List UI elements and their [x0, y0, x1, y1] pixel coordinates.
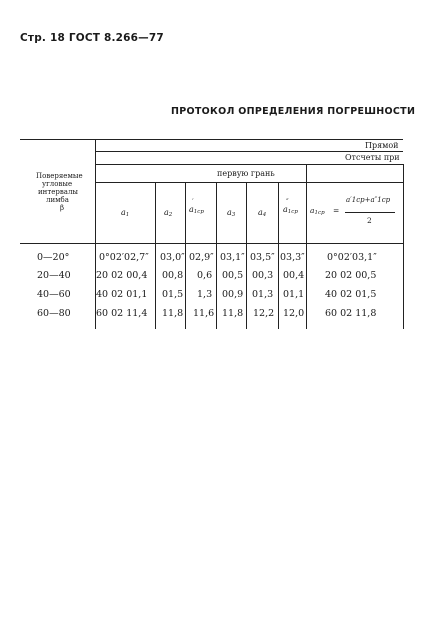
cell-a2: 03,0″ — [160, 252, 185, 263]
cell-a1cp-mean: 0°02′03,1″ — [327, 252, 377, 263]
header-first-face: первую грань — [217, 169, 275, 178]
cell-interval: 40—60 — [37, 289, 71, 300]
cell-a1cp-double-prime: 00,4 — [283, 270, 305, 281]
cell-a1cp-prime: 0,6 — [197, 270, 213, 281]
col-divider-2 — [185, 182, 186, 329]
col-header-a4: a4 — [258, 208, 267, 218]
formula-lhs: a1ср — [310, 206, 325, 216]
cell-a2: 11,8 — [162, 308, 184, 319]
cell-interval: 20—40 — [37, 270, 71, 281]
angle-header-line-5: β — [60, 204, 65, 212]
angle-header-line-1: Поверяемые — [36, 172, 83, 180]
cell-a4: 12,2 — [253, 308, 275, 319]
col-divider-1 — [155, 182, 156, 329]
cell-a3: 11,8 — [222, 308, 244, 319]
col-header-a1cp-prime: a1ср ′ — [189, 198, 204, 215]
cell-a1cp-double-prime: 12,0 — [283, 308, 305, 319]
cell-a1cp-prime: 11,6 — [193, 308, 215, 319]
col-header-a3: a3 — [227, 208, 236, 218]
cell-a3: 00,5 — [222, 270, 244, 281]
angle-header-line-3: интервалы — [38, 188, 78, 196]
cell-a1: 0°02′02,7″ — [99, 252, 149, 263]
cell-a1cp-mean: 60 02 11,8 — [325, 308, 377, 319]
cell-a4: 00,3 — [252, 270, 274, 281]
header-readings: Отсчеты при — [345, 153, 400, 162]
cell-a1cp-mean: 20 02 00,5 — [325, 270, 377, 281]
formula-equals: = — [333, 206, 340, 215]
cell-a1cp-double-prime: 01,1 — [283, 289, 305, 300]
cell-a1: 60 02 11,4 — [96, 308, 148, 319]
cell-a1: 20 02 00,4 — [96, 270, 148, 281]
cell-a4: 03,5″ — [250, 252, 275, 263]
page-header: Стр. 18 ГОСТ 8.266—77 — [20, 32, 164, 44]
cell-a1cp-prime: 1,3 — [197, 289, 213, 300]
cell-a1cp-mean: 40 02 01,5 — [325, 289, 377, 300]
col-header-a2: a2 — [164, 208, 173, 218]
col-divider-group — [306, 164, 307, 329]
header-rule-3 — [95, 182, 403, 183]
formula-fraction-bar — [345, 212, 395, 213]
cell-a1cp-prime: 02,9″ — [189, 252, 214, 263]
formula-numerator: a′1ср+a″1ср — [346, 196, 391, 204]
col-divider-right — [403, 164, 404, 329]
col-divider-4 — [246, 182, 247, 329]
col-header-a1cp-double-prime: a1ср ″ — [283, 198, 298, 215]
col-divider-angle — [95, 139, 96, 329]
cell-a3: 03,1″ — [220, 252, 245, 263]
col-divider-5 — [278, 182, 279, 329]
col-divider-3 — [216, 182, 217, 329]
protocol-title: ПРОТОКОЛ ОПРЕДЕЛЕНИЯ ПОГРЕШНОСТИ — [171, 106, 416, 117]
cell-a2: 01,5 — [162, 289, 184, 300]
angle-header-line-2: угловые — [42, 180, 73, 188]
header-bottom-border — [20, 243, 403, 244]
cell-a2: 00,8 — [162, 270, 184, 281]
cell-a4: 01,3 — [252, 289, 274, 300]
cell-a3: 00,9 — [222, 289, 244, 300]
cell-a1: 40 02 01,1 — [96, 289, 148, 300]
header-direct: Прямой — [365, 141, 399, 150]
cell-a1cp-double-prime: 03,3″ — [280, 252, 305, 263]
cell-interval: 60—80 — [37, 308, 71, 319]
col-header-a1: a1 — [121, 208, 130, 218]
cell-interval: 0—20° — [37, 252, 70, 263]
angle-header-line-4: лимба — [46, 196, 69, 204]
table-top-border — [20, 139, 403, 140]
formula-denominator: 2 — [367, 216, 372, 225]
header-rule-2 — [95, 164, 403, 165]
header-rule-1 — [95, 151, 403, 152]
